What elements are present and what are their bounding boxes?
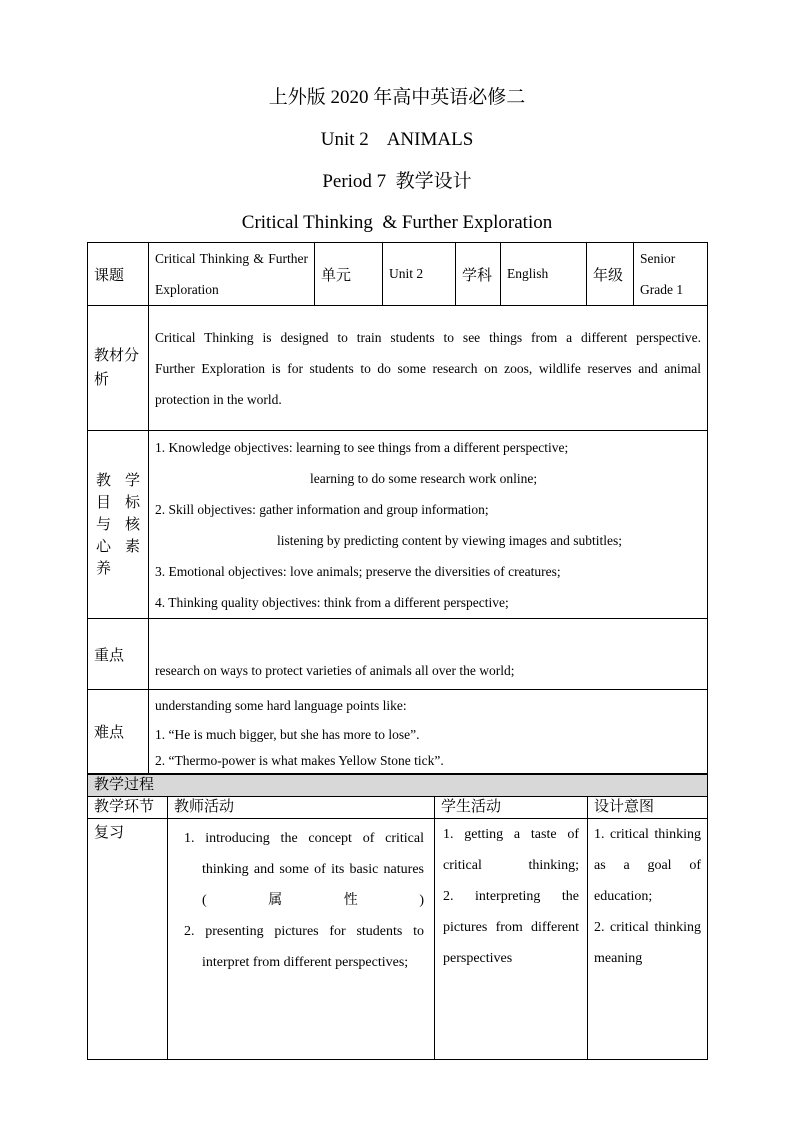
teacher-activity-1: 1. introducing the concept of critical thinking and some of its basic natures (属性): [184, 831, 424, 908]
objectives-label-cell: [88, 431, 149, 619]
analysis-text-1: Critical Thinking is designed to train students to see things from a different perspective.: [155, 329, 701, 345]
grade-label: 年级: [587, 243, 634, 306]
unit-value: Unit 2: [383, 243, 456, 306]
process-table: [87, 774, 708, 1060]
student-activity-2: 2. interpreting the pictures from different perspectives: [443, 889, 579, 966]
key-points-text: research on ways to protect varieties of animals all over the world;: [149, 619, 708, 690]
objective-line: 2. Skill objectives: gather information and group information;: [155, 501, 489, 517]
intent-cell: [588, 819, 708, 1060]
objective-line: listening by predicting content by viewing images and subtitles;: [277, 532, 622, 548]
student-activity-1: 1. getting a taste of critical thinking;: [443, 827, 579, 873]
key-points-label: 重点: [88, 619, 149, 690]
subject-label: 学科: [456, 243, 501, 306]
subject-value: English: [501, 243, 587, 306]
doc-title-publisher: 上外版 2020 年高中英语必修二: [268, 87, 526, 108]
stage-review: 复习: [88, 819, 168, 1060]
column-header-teacher: 教师活动: [168, 797, 435, 819]
objective-line: learning to do some research work online;: [310, 470, 538, 486]
column-header-stage: 教学环节: [88, 797, 168, 819]
difficulty-line: 1. “He is much bigger, but she has more to lose”.: [155, 726, 420, 742]
teacher-activity-2: 2. presenting pictures for students to interpret from different perspectives;: [184, 924, 424, 970]
unit-label: 单元: [315, 243, 383, 306]
difficulty-line: 2. “Thermo-power is what makes Yellow Stone tick”.: [155, 752, 444, 768]
info-table: [87, 242, 708, 774]
difficulties-label: 难点: [88, 690, 149, 774]
doc-title-period: Period 7 教学设计: [322, 171, 472, 192]
topic-label: 课题: [88, 243, 149, 306]
objectives-cell: [149, 431, 708, 619]
intent-1: 1. critical thinking as a goal of education;: [594, 827, 702, 904]
column-header-intent: 设计意图: [588, 797, 708, 819]
teacher-activity-cell: [168, 819, 435, 1060]
topic-value: Critical Thinking & Further Exploration: [149, 243, 315, 306]
analysis-label: 教材分析: [88, 306, 149, 431]
doc-title-topic: Critical Thinking & Further Exploration: [241, 212, 553, 233]
analysis-text-2: Further Exploration is for students to do some research on zoos, wildlife reserves and animal protection in the world.: [155, 360, 701, 407]
objectives-label: 教 学 目 标 与 核 心 素 养: [96, 472, 140, 577]
intent-2: 2. critical thinking meaning: [594, 920, 702, 966]
doc-title-unit: Unit 2 ANIMALS: [320, 129, 474, 150]
grade-value: Senior Grade 1: [634, 243, 708, 306]
difficulties-cell: [149, 690, 708, 774]
analysis-cell: [149, 306, 708, 431]
difficulty-line: understanding some hard language points like:: [155, 697, 407, 713]
objective-line: 4. Thinking quality objectives: think from a different perspective;: [155, 594, 509, 610]
objective-line: 3. Emotional objectives: love animals; preserve the diversities of creatures;: [155, 563, 561, 579]
objective-line: 1. Knowledge objectives: learning to see things from a different perspective;: [155, 439, 569, 455]
process-section-title: 教学过程: [88, 775, 708, 797]
student-activity-cell: [435, 819, 588, 1060]
column-header-student: 学生活动: [435, 797, 588, 819]
